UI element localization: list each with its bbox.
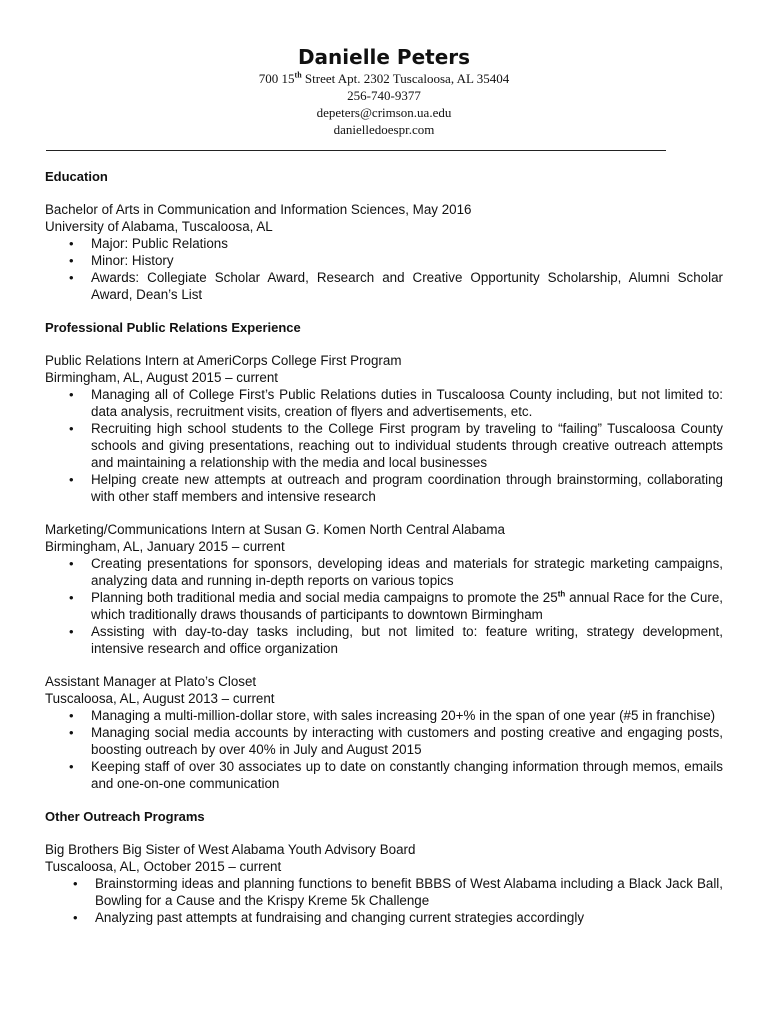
list-item: • Major: Public Relations: [45, 235, 723, 252]
education-bullets: [45, 235, 723, 303]
list-item: [45, 589, 723, 623]
job-bullets: [45, 555, 723, 657]
list-item: • Analyzing past attempts at fundraising and changing current strategies accordingly: [45, 909, 723, 926]
school: University of Alabama, Tuscaloosa, AL: [45, 219, 273, 234]
bullet-text-end: annual Race for the Cure, which traditionally draws thousands of participants to downtown Birmingham: [91, 590, 723, 622]
email-address: depeters@crimson.ua.edu: [316, 105, 452, 120]
section-title-outreach: Other Outreach Programs: [45, 809, 205, 824]
job-bullets: [45, 386, 723, 505]
section-title-education: Education: [45, 169, 108, 184]
job-role: Public Relations Intern at AmeriCorps College First Program: [45, 353, 402, 368]
address-line: [0, 70, 768, 87]
header-divider: [46, 150, 666, 151]
resume-header: [0, 44, 768, 138]
resume-body: [45, 168, 723, 926]
list-item: • Brainstorming ideas and planning functions to benefit BBBS of West Alabama including a Black Jack Ball, Bowling for a Cause and the Krispy Kreme 5k Challenge: [45, 875, 723, 909]
degree: Bachelor of Arts in Communication and Information Sciences, May 2016: [45, 202, 472, 217]
job-location: Birmingham, AL, August 2015 – current: [45, 370, 278, 385]
bullet-text-start: Planning both traditional media and social media campaigns to promote the 25: [91, 590, 558, 605]
phone-number: 256-740-9377: [347, 88, 421, 103]
job-bullets: [45, 707, 723, 792]
list-item: • Minor: History: [45, 252, 723, 269]
list-item: • Awards: Collegiate Scholar Award, Research and Creative Opportunity Scholarship, Alumni Scholar Award, Dean’s List: [45, 269, 723, 303]
ordinal-suffix: th: [557, 589, 566, 599]
list-item: • Managing a multi-million-dollar store, with sales increasing 20+% in the span of one year (#5 in franchise): [45, 707, 723, 724]
list-item: • Creating presentations for sponsors, developing ideas and materials for strategic marketing campaigns, analyzing data and running in-depth reports on various topics: [45, 555, 723, 589]
job-role: Marketing/Communications Intern at Susan G. Komen North Central Alabama: [45, 522, 505, 537]
list-item: • Helping create new attempts at outreach and program coordination through brainstorming, collaborating with other staff members and intensive research: [45, 471, 723, 505]
job-role: Big Brothers Big Sister of West Alabama Youth Advisory Board: [45, 842, 416, 857]
list-item: • Assisting with day-to-day tasks including, but not limited to: feature writing, strategy development, intensive research and office organization: [45, 623, 723, 657]
website: danielledoespr.com: [333, 122, 435, 137]
job-location: Tuscaloosa, AL, August 2013 – current: [45, 691, 275, 706]
address-number: 700 15: [258, 71, 295, 86]
list-item: • Managing social media accounts by interacting with customers and posting creative and engaging posts, boosting outreach by over 40% in July and August 2015: [45, 724, 723, 758]
list-item: • Keeping staff of over 30 associates up to date on constantly changing information through memos, emails and one-on-one communication: [45, 758, 723, 792]
job-bullets: [45, 875, 723, 926]
list-item: • Managing all of College First’s Public Relations duties in Tuscaloosa County including, but not limited to: data analysis, recruitment visits, creation of flyers and advertisements, etc.: [45, 386, 723, 420]
section-title-experience: Professional Public Relations Experience: [45, 320, 301, 335]
address-ordinal: th: [294, 70, 302, 80]
job-location: Tuscaloosa, AL, October 2015 – current: [45, 859, 282, 874]
list-item: • Recruiting high school students to the College First program by traveling to “failing” Tuscaloosa County schools and giving presentations, reaching out to individual students through creative outreach attempts and maintaining a relationship with the media and local businesses: [45, 420, 723, 471]
applicant-name: Danielle Peters: [297, 45, 471, 69]
address-rest: Street Apt. 2302 Tuscaloosa, AL 35404: [301, 71, 510, 86]
job-role: Assistant Manager at Plato’s Closet: [45, 674, 257, 689]
job-location: Birmingham, AL, January 2015 – current: [45, 539, 285, 554]
